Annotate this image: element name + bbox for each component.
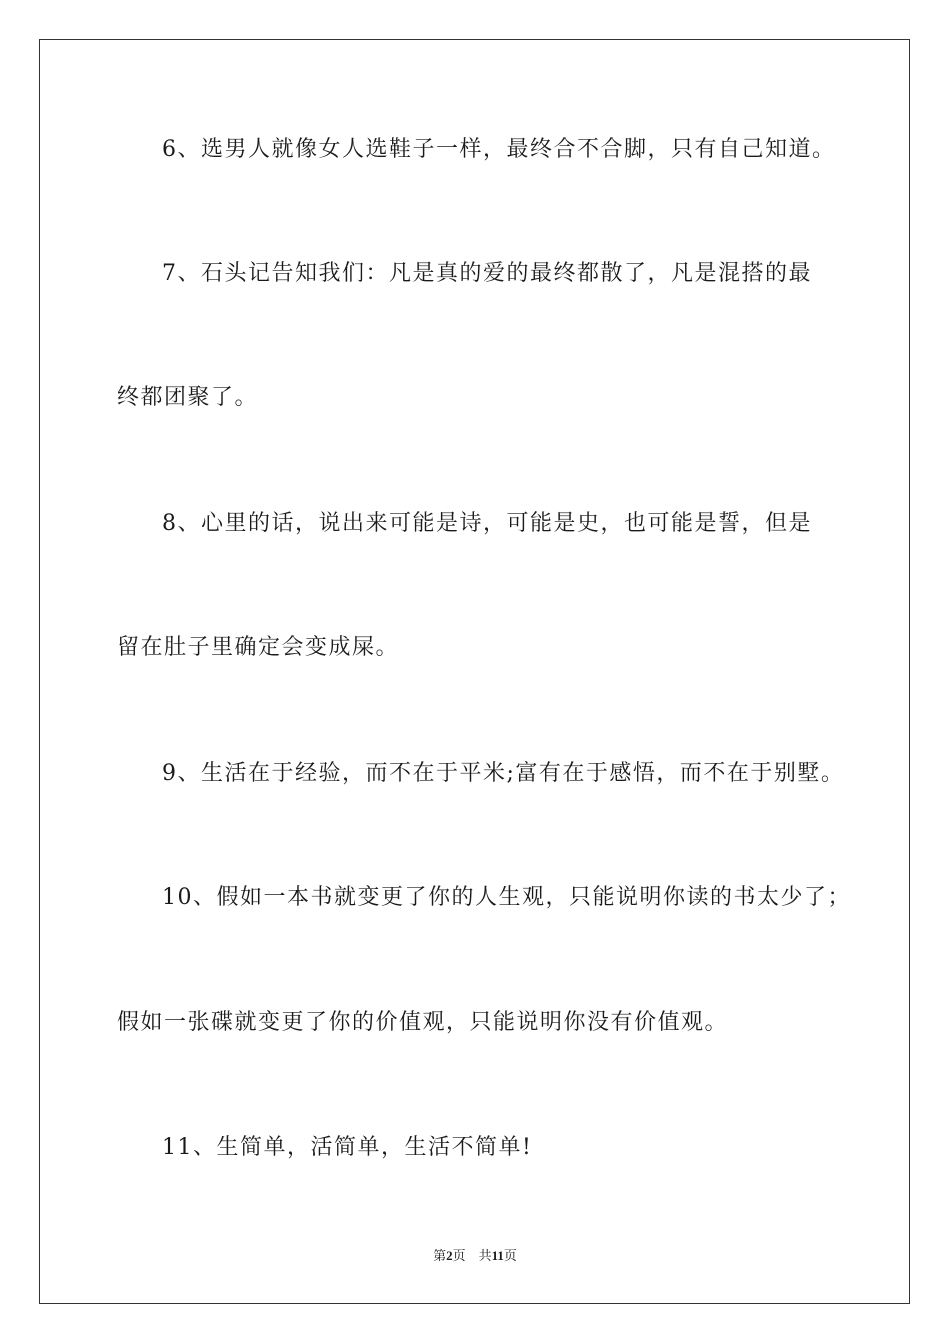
- paragraph-7-line-2: 终都团聚了。: [117, 385, 259, 410]
- page-border: [39, 39, 910, 1304]
- footer-total-pages: 11: [491, 1248, 504, 1263]
- footer-page-prefix: 第: [433, 1248, 447, 1263]
- paragraph-10-line-2: 假如一张碟就变更了你的价值观，只能说明你没有价值观。: [117, 1010, 729, 1035]
- paragraph-10-line-1: 10、假如一本书就变更了你的人生观，只能说明你读的书太少了；: [162, 885, 851, 910]
- footer-total-suffix: 页: [503, 1248, 517, 1263]
- paragraph-11-line-1: 11、生简单，活简单，生活不简单!: [162, 1135, 533, 1160]
- footer-page-suffix: 页: [452, 1248, 466, 1263]
- paragraph-6-line-1: 6、选男人就像女人选鞋子一样，最终合不合脚，只有自己知道。: [162, 137, 836, 162]
- paragraph-8-line-2: 留在肚子里确定会变成屎。: [117, 635, 400, 660]
- footer-page-number: 2: [446, 1248, 453, 1263]
- footer-total-prefix: 共: [478, 1248, 492, 1263]
- paragraph-9-line-1: 9、生活在于经验，而不在于平米;富有在于感悟，而不在于别墅。: [162, 761, 845, 786]
- page-footer: [0, 1247, 950, 1265]
- paragraph-8-line-1: 8、心里的话，说出来可能是诗，可能是史，也可能是誓，但是: [162, 511, 812, 536]
- paragraph-7-line-1: 7、石头记告知我们：凡是真的爱的最终都散了，凡是混搭的最: [162, 261, 812, 286]
